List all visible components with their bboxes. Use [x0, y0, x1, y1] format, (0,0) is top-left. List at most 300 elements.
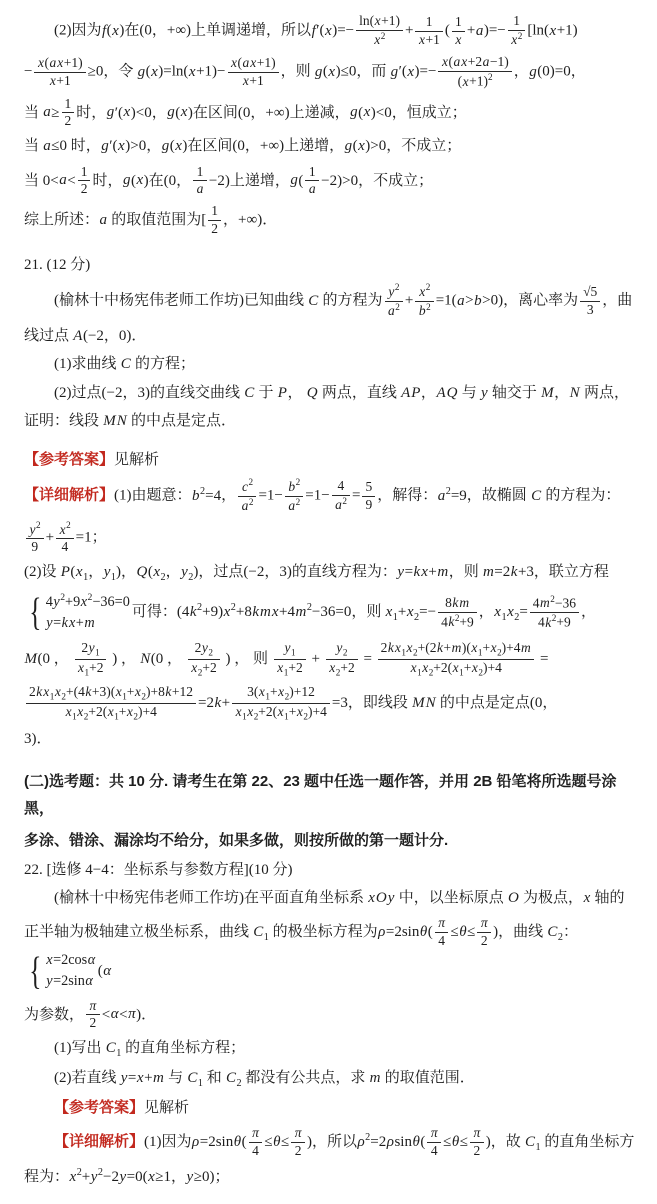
q21-part2-question-line-1 [24, 382, 643, 405]
fraction-denominator: 9 [31, 539, 39, 555]
fraction-denominator: x [455, 31, 462, 47]
text-run: 两点，直线 [318, 384, 401, 401]
subscript: 1 [477, 647, 483, 658]
subscript: 2 [557, 931, 563, 943]
superscript: 2 [425, 282, 431, 293]
fraction [193, 164, 207, 199]
q22-part2-question [24, 1067, 643, 1092]
text-run: ，不成立； [386, 138, 462, 155]
text-run: ，恒成立； [391, 104, 467, 121]
math-run: ( [444, 22, 450, 39]
math-run: MN [103, 412, 127, 429]
text-run: 和 [203, 1070, 226, 1087]
math-run: + [404, 292, 414, 309]
text-run: ，而 [356, 63, 391, 80]
math-run: +a)=− [466, 22, 506, 39]
fraction [274, 640, 306, 679]
fraction-numerator: $x^2$ [56, 520, 74, 539]
math-run: ρ=2sinθ( [378, 923, 433, 940]
q21-solution-line-3 [24, 561, 643, 586]
fraction-denominator: 4 [61, 539, 69, 555]
fraction [326, 640, 358, 679]
fraction-denominator: x+1 [418, 31, 440, 47]
text-run: (1)因为 [144, 1133, 192, 1150]
fraction-numerator: 1 [208, 203, 221, 221]
text-run: 的方程； [131, 356, 196, 373]
fraction-denominator: $x_2+2$ [329, 659, 355, 678]
fraction-denominator: $4k^2+9$ [441, 612, 474, 630]
subscript: 1 [114, 711, 119, 722]
text-run: (2)设 [24, 564, 61, 581]
section2-notice-line-1 [24, 768, 643, 822]
q20-part2-solution-line-4 [24, 135, 643, 158]
text-run: 的取值范围． [380, 1070, 475, 1087]
answer-label: 【参考答案】 [54, 1099, 145, 1116]
math-run: g′(x)<0 [106, 104, 152, 121]
subscript: 2 [284, 691, 290, 702]
text-run: (2)过点 [54, 384, 102, 401]
text-run: 当 [24, 138, 43, 155]
text-run: ， [554, 384, 570, 401]
fraction-denominator: $x_1+2$ [78, 659, 104, 678]
subscript: 1 [49, 691, 55, 702]
math-run: O [507, 889, 519, 906]
text-run: 的直角坐标方 [540, 1133, 635, 1150]
superscript: 2 [342, 495, 347, 506]
text-run: (二)选考题：共 10 分. 请考生在第 22、23 题中任选一题作答，并用 2B 铅笔将所选题号涂黑， [24, 772, 617, 817]
text-run: ，则 [448, 564, 483, 581]
math-run: $a^2=9$ [437, 485, 467, 504]
math-run: =3 [331, 695, 348, 712]
text-run: 为极点， [519, 889, 584, 906]
math-run: = [363, 650, 372, 667]
text-run: ，解得： [377, 487, 438, 504]
math-run: $x^2+y^2-2y=0(x\ge 1$，y≥0) [69, 1166, 215, 1185]
fraction-numerator: $y^2$ [26, 520, 44, 539]
math-run: 0<a< [42, 172, 76, 189]
text-run: 轴的 [590, 889, 625, 906]
math-run: g( [290, 172, 304, 189]
subscript: 2 [61, 691, 66, 702]
q21-solution-line-4 [24, 591, 643, 635]
fraction [580, 284, 600, 319]
superscript: 2 [550, 593, 555, 604]
text-run: 可得： [131, 604, 177, 621]
superscript: 2 [426, 301, 431, 312]
equation-row: $4y^2+9x^2-36=0$ [45, 592, 130, 610]
math-run: + [45, 529, 55, 546]
fraction-denominator: x+1 [242, 72, 264, 88]
math-run: ≥0 [87, 63, 104, 80]
text-run: ， [287, 384, 307, 401]
fraction [26, 684, 196, 723]
q20-part2-solution-line-5 [24, 164, 643, 199]
text-run: 与 [164, 1070, 187, 1087]
equation-row: y=2sinα [46, 973, 93, 990]
text-run: 两点， [580, 384, 629, 401]
fraction-denominator: a [308, 181, 316, 197]
text-run: 在 [148, 172, 164, 189]
text-run: 的中点是定点． [127, 412, 237, 429]
fraction [415, 14, 442, 49]
text-run: ，过点 [198, 564, 244, 581]
fraction [78, 164, 91, 199]
text-run: 当 [24, 104, 43, 121]
q22-heading [24, 859, 643, 882]
q22-stem-line-2 [24, 915, 643, 993]
fraction-numerator: $y^2$ [385, 282, 403, 301]
fraction-numerator: π [435, 915, 449, 933]
superscript: 2 [295, 496, 301, 507]
subscript: 1 [417, 667, 422, 678]
fraction-denominator: a [196, 181, 204, 197]
math-run: g(x)=ln(x+1)− [137, 63, 226, 80]
math-run: ) [485, 1133, 491, 1150]
math-run: + [405, 22, 414, 39]
equation-system-rows [46, 950, 96, 993]
math-run: a≤0 [43, 138, 67, 155]
fraction [477, 915, 491, 950]
math-run: M [541, 384, 554, 401]
text-run: ，离心率为 [503, 292, 579, 309]
math-run: =1 [75, 529, 92, 546]
q21-solution-line-2 [24, 520, 643, 556]
fraction-numerator: 1 [78, 164, 91, 182]
text-run: (2)因为 [54, 22, 102, 39]
fraction [232, 684, 330, 723]
q21-reference-answer [24, 449, 643, 472]
fraction [56, 520, 74, 556]
fraction-numerator: π [477, 915, 491, 933]
superscript: 2 [76, 1166, 82, 1178]
math-run: f(x) [102, 22, 125, 39]
text-run: ，故椭圆 [466, 487, 531, 504]
fraction-numerator: $2kx_1x_2+(2k+m)(x_1+x_2)+4m$ [378, 640, 535, 660]
math-run: g(x) [167, 104, 193, 121]
math-run: g(x)≤0 [314, 63, 357, 80]
text-run: ，则 [280, 63, 315, 80]
superscript: 2 [394, 282, 400, 293]
fraction-numerator: 4 [332, 478, 350, 496]
superscript: 2 [197, 602, 203, 614]
text-run: ， [146, 138, 162, 155]
text-run: ，联立方程 [533, 564, 609, 581]
math-run: $C_1$ [105, 1040, 122, 1060]
math-run: $(4k^2+9)x^2+8kmx+4m^2-36=0$ [176, 602, 352, 621]
fraction-denominator: x+1 [49, 72, 71, 88]
fraction [356, 13, 403, 49]
fraction-numerator: ln(x+1) [356, 13, 403, 31]
superscript: 2 [306, 602, 312, 614]
math-run: N [569, 384, 580, 401]
fraction [385, 282, 403, 320]
equation-system-rows [46, 591, 130, 635]
math-run: (0， [163, 172, 192, 189]
math-run: ) ， N(0 ， [112, 650, 183, 667]
math-run: − [24, 63, 33, 80]
text-run: ． [131, 328, 147, 344]
equation-system [26, 591, 130, 635]
subscript: 2 [188, 572, 194, 584]
text-run: ， [513, 63, 529, 80]
subscript: 1 [535, 1141, 541, 1153]
subscript: 1 [242, 711, 247, 722]
superscript: 2 [87, 592, 93, 604]
fraction-denominator: $x_2+2$ [191, 659, 217, 678]
fraction [249, 1125, 263, 1160]
superscript: 2 [200, 485, 206, 497]
q22-stem-line-1 [24, 887, 643, 910]
fraction-denominator: 2 [64, 113, 72, 129]
math-run: $P(x_1$，$y_1$) [60, 564, 121, 584]
subscript: 1 [122, 691, 127, 702]
equation-row: x=2cosα [46, 951, 96, 968]
fraction-denominator: $x^2$ [511, 30, 523, 48]
math-run: $Q(x_2$，$y_2$) [136, 564, 199, 584]
subscript: 1 [263, 931, 269, 943]
text-run: 在区间 [187, 138, 233, 155]
math-run: xOy [368, 889, 395, 906]
text-run: 时， [76, 104, 107, 121]
text-run: 时， [67, 138, 101, 155]
text-run: 都没有公共点，求 [241, 1070, 370, 1087]
fraction-denominator: $x^2$ [374, 30, 386, 48]
fraction-denominator: $x_1x_2+2(x_1+x_2)+4$ [410, 659, 502, 678]
answer-label: 【详细解析】 [24, 487, 115, 504]
text-run: 程为： [24, 1168, 70, 1185]
fraction-numerator: $4m^2-36$ [530, 594, 579, 613]
subscript: 2 [514, 612, 520, 624]
subscript: 2 [141, 691, 146, 702]
left-brace: { [29, 949, 42, 993]
math-run: =1− [305, 487, 330, 504]
math-run: g(0)=0 [529, 63, 571, 80]
fraction-denominator: $a^2$ [241, 496, 254, 514]
text-run: 时， [92, 172, 123, 189]
math-run: m [369, 1070, 381, 1087]
fraction-numerator: π [86, 998, 100, 1016]
fraction-denominator: 3 [586, 301, 594, 317]
superscript: 2 [248, 496, 254, 507]
text-run: 见解析 [144, 1099, 190, 1116]
fraction [62, 96, 75, 131]
text-run: 的方程为： [541, 487, 621, 504]
superscript: 2 [445, 485, 451, 497]
math-run: (0，+∞) [232, 138, 285, 155]
fraction-denominator: $a^2$ [388, 301, 400, 319]
q21-heading [24, 254, 643, 277]
q21-solution-line-6 [24, 684, 643, 723]
subscript: 1 [84, 667, 90, 678]
subscript: 2 [197, 667, 203, 678]
subscript: 1 [197, 1078, 203, 1090]
math-run: ≤θ≤ [450, 923, 476, 940]
fraction [415, 282, 433, 320]
fraction-numerator: π [291, 1125, 305, 1143]
text-run: ， [478, 604, 494, 621]
fraction [75, 640, 107, 679]
math-run: [ [201, 212, 207, 229]
math-run: AQ [436, 384, 458, 401]
text-run: ，故 [490, 1133, 525, 1150]
math-run: g′(x)=− [390, 63, 437, 80]
subscript: 2 [253, 711, 259, 722]
q21-stem-line-2 [24, 325, 643, 348]
text-run: (2)若直线 [54, 1070, 121, 1087]
math-run: =2k+ [198, 695, 231, 712]
subscript: 2 [335, 667, 341, 678]
equation-row: y=kx+m [46, 615, 95, 632]
math-run: ≤θ≤ [443, 1133, 468, 1150]
math-run: $\rho^2=2\rho\sin\theta$( [357, 1131, 426, 1150]
math-run: ) ， [225, 650, 250, 667]
text-run: ，曲 [602, 292, 633, 309]
math-run: ρ=2sinθ( [192, 1133, 247, 1150]
answer-label: 【详细解析】 [54, 1133, 145, 1150]
text-run: ， [221, 487, 237, 504]
superscript: 2 [295, 477, 301, 488]
superscript: 2 [230, 602, 236, 614]
fraction [34, 55, 85, 90]
text-run: 中，以坐标原点 [394, 889, 508, 906]
fraction-numerator: $y_2$ [326, 640, 358, 660]
math-run: =1− [258, 487, 283, 504]
text-run: 正半轴为极轴建立极坐标系，曲线 [24, 923, 253, 940]
subscript: 2 [208, 647, 213, 658]
math-run: g(x)<0 [350, 104, 392, 121]
superscript: 2 [395, 301, 400, 312]
text-run: ， [570, 63, 586, 80]
subscript: 1 [284, 711, 289, 722]
text-run: ，曲线 [498, 923, 547, 940]
text-run: ； [214, 1168, 230, 1185]
fraction-denominator: $x_1x_2+2(x_1+x_2)+4$ [65, 704, 157, 722]
fraction-denominator: $4k^2+9$ [538, 613, 571, 630]
math-run: (α [97, 962, 112, 979]
text-run: (榆林十中杨宪伟老师工作坊)已知曲线 [54, 292, 308, 309]
math-run: M(0 ， [24, 650, 69, 667]
subscript: 2 [303, 711, 308, 722]
math-run: y [480, 384, 488, 401]
fraction-denominator: $a^2$ [288, 496, 301, 514]
fraction [228, 55, 279, 90]
fraction-denominator: $a^2$ [335, 495, 347, 513]
subscript: 2 [497, 647, 502, 658]
math-run: $C_1$ [253, 923, 269, 943]
text-run: 22. [选修 4−4：坐标系与参数方程](10 分) [24, 861, 293, 878]
text-run: (1)写出 [54, 1040, 106, 1057]
math-run: $C_2$ [547, 923, 563, 943]
subscript: 1 [459, 667, 464, 678]
math-run: y=x+m [120, 1070, 164, 1087]
fraction-denominator: $b^2$ [418, 301, 431, 319]
text-run: ，不成立； [358, 172, 434, 189]
math-run: f′(x)=− [311, 22, 355, 39]
text-run: 的直线方程为： [291, 564, 397, 581]
math-run: <α<π) [101, 1006, 142, 1023]
math-run: a [99, 212, 108, 229]
q22-stem-line-3 [24, 998, 643, 1033]
math-run: ) [306, 1133, 312, 1150]
text-run: ． [262, 212, 278, 229]
q21-part2-question-line-2 [24, 410, 643, 433]
math-run: (−2，3) [243, 564, 292, 581]
subscript: 1 [265, 691, 270, 702]
math-run: $x_1x_2=$ [494, 604, 528, 624]
fraction-numerator: $c^2$ [238, 477, 256, 496]
superscript: 2 [454, 612, 460, 623]
fraction [208, 203, 221, 238]
q21-part1-question [24, 353, 643, 376]
subscript: 1 [283, 667, 289, 678]
subscript: 1 [290, 647, 296, 658]
superscript: 2 [248, 477, 254, 488]
math-run: Q [306, 384, 318, 401]
fraction [427, 1125, 441, 1160]
fraction-denominator: 2 [80, 181, 88, 197]
math-run: = [540, 650, 549, 667]
subscript: 2 [414, 612, 420, 624]
text-run: 当 [24, 172, 43, 189]
math-run: a≥ [43, 104, 60, 121]
fraction-numerator: 1 [508, 13, 526, 31]
q21-solution-line-7 [24, 728, 643, 751]
text-run: ，即线段 [347, 695, 412, 712]
subscript: 1 [110, 572, 116, 584]
math-run: $b^2=4$ [192, 485, 222, 504]
fraction-denominator: $x_1+2$ [277, 659, 303, 678]
text-run: 21. (12 分) [24, 257, 91, 273]
text-run: ，令 [103, 63, 138, 80]
fraction-numerator: π [470, 1125, 484, 1143]
text-run: 轴交于 [488, 384, 541, 401]
text-run: ， [420, 384, 436, 401]
q22-solution-line-2 [24, 1165, 643, 1189]
subscript: 1 [401, 647, 406, 658]
text-run: ， [223, 212, 239, 229]
q20-part2-solution-line-6 [24, 203, 643, 238]
fraction [332, 478, 350, 514]
left-brace: { [29, 591, 42, 635]
text-run: 的极坐标方程为 [268, 923, 378, 940]
text-run: 3)． [24, 731, 52, 748]
fraction-numerator: $y_1$ [274, 640, 306, 660]
fraction-numerator: $x^2$ [415, 282, 433, 301]
fraction [285, 477, 303, 515]
q20-part2-solution-line-3 [24, 96, 643, 131]
math-run: $C_2$ [226, 1070, 242, 1090]
text-run: ， [581, 604, 597, 621]
superscript: 2 [551, 613, 557, 624]
subscript: 1 [501, 612, 507, 624]
superscript: 2 [97, 1166, 104, 1178]
equation-system [26, 950, 96, 993]
text-run: ； [91, 529, 107, 546]
superscript: 2 [36, 520, 41, 530]
text-run: 上递减， [289, 104, 350, 121]
fraction-numerator: $3(x_1+x_2)+12$ [232, 684, 330, 704]
answer-label: 【参考答案】 [24, 452, 115, 468]
fraction-denominator: $(x+1)^2$ [457, 72, 493, 89]
fraction-denominator: 4 [252, 1143, 259, 1158]
math-run: C [308, 292, 319, 309]
text-run: (1)求曲线 [54, 356, 121, 373]
fraction [86, 998, 100, 1033]
text-run: 在区间 [192, 104, 238, 121]
math-run: MN [412, 695, 436, 712]
fraction-numerator: $2y_1$ [75, 640, 107, 660]
text-run: 多涂、错涂、漏涂均不给分，如果多做，则按所做的第一题计分. [24, 831, 449, 849]
